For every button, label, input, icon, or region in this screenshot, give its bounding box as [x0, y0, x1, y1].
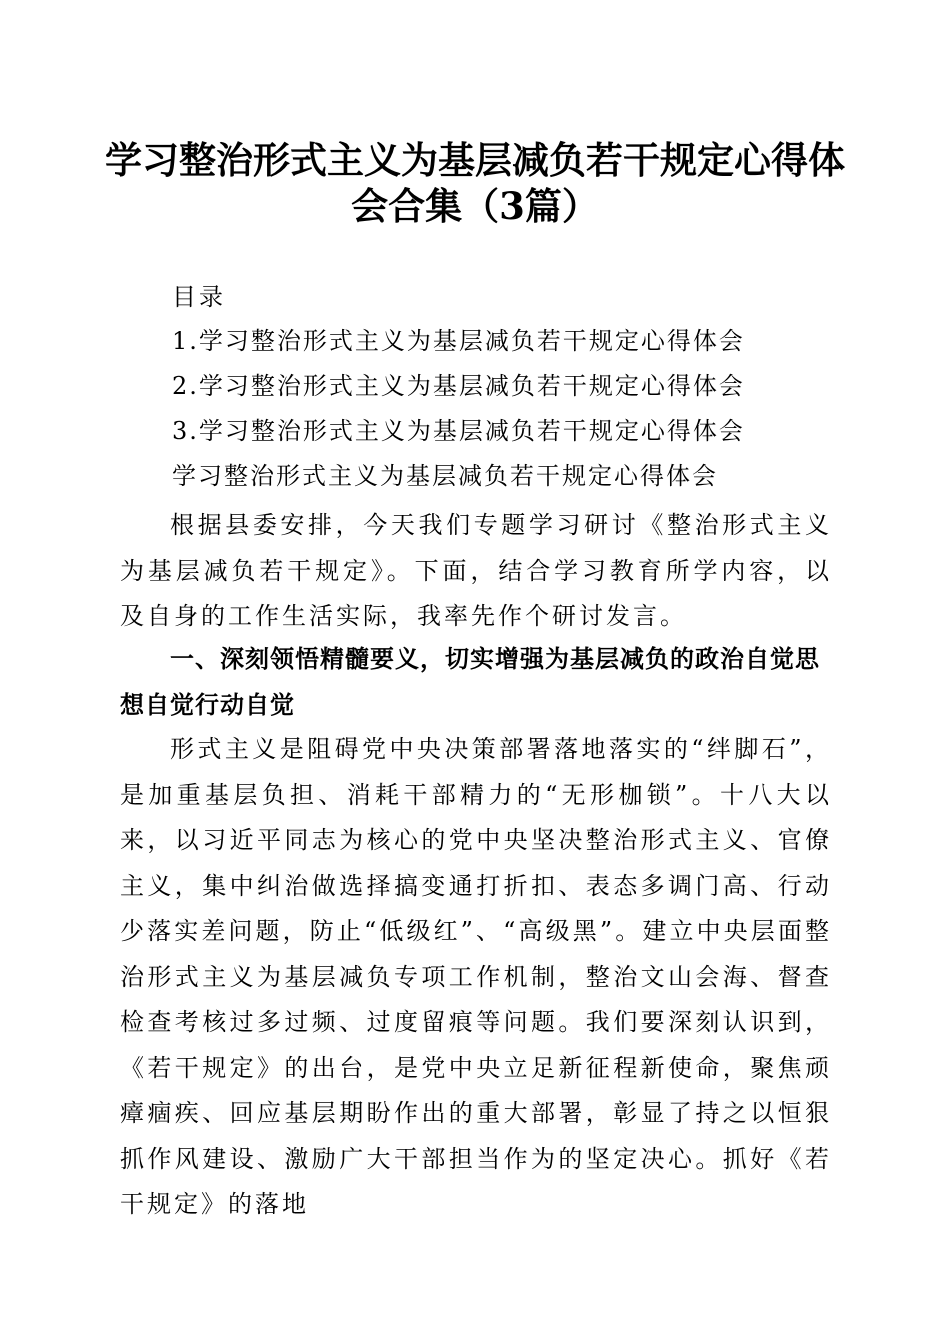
toc-item: 2.学习整治形式主义为基层减负若干规定心得体会: [172, 372, 745, 400]
toc-item: 1.学习整治形式主义为基层减负若干规定心得体会: [172, 327, 745, 355]
intro-paragraph: 根据县委安排，今天我们专题学习研讨《整治形式主义为基层减负若干规定》。下面，结合学习教育所学内容，以及自身的工作生活实际，我率先作个研讨发言。: [120, 511, 832, 630]
toc-item: 3.学习整治形式主义为基层减负若干规定心得体会: [172, 417, 745, 445]
main-paragraph: 形式主义是阻碍党中央决策部署落地落实的“绊脚石”，是加重基层负担、消耗干部精力的“无形枷锁”。十八大以来，以习近平同志为核心的党中央坚决整治形式主义、官僚主义，集中纠治做选择搞变通打折扣、表态多调门高、行动少落实差问题，防止“低级红”、“高级黑”。建立中央层面整治形式主义为基层减负专项工作机制，整治文山会海、督查检查考核过多过频、过度留痕等问题。我们要深刻认识到，《若干规定》的出台，是党中央立足新征程新使命，聚焦顽瘴痼疾、回应基层期盼作出的重大部署，彰显了持之以恒狠抓作风建设、激励广大干部担当作为的坚定决心。抓好《若干规定》的落地: [120, 735, 832, 1218]
document-title-line-1: 学习整治形式主义为基层减负若干规定心得体: [105, 138, 845, 182]
article-title: 学习整治形式主义为基层减负若干规定心得体会: [172, 462, 718, 490]
toc-heading: 目录: [172, 283, 226, 311]
document-title-line-2: 会合集（3篇）: [351, 184, 599, 228]
section-heading-1: 一、深刻领悟精髓要义，切实增强为基层减负的政治自觉思想自觉行动自觉: [120, 645, 820, 719]
